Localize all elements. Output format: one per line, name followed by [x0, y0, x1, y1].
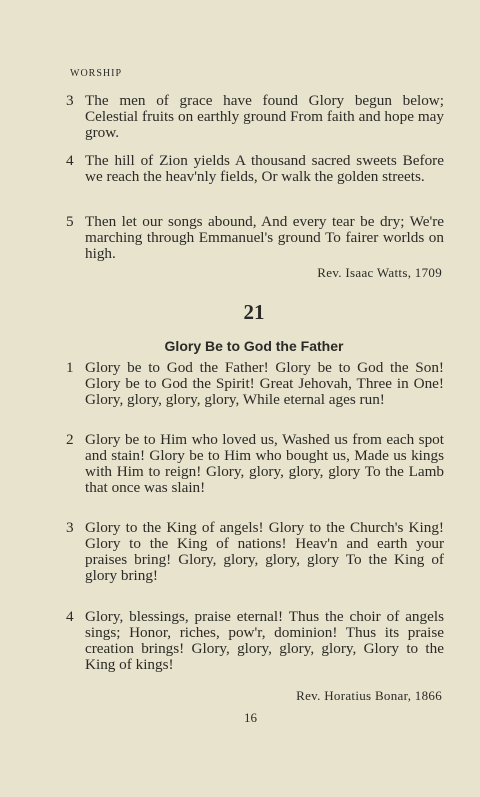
stanza-number: 3	[66, 92, 74, 109]
stanza-text: The hill of Zion yields A thousand sacred sweets Before we reach the heav'nly fields, Or walk the golden streets.	[85, 152, 444, 185]
stanza-text: Then let our songs abound, And every tear be dry; We're marching through Emmanuel's ground To fairer worlds on high.	[85, 213, 444, 262]
prev-stanza-3	[66, 93, 444, 141]
prev-stanza-4	[66, 153, 444, 185]
prev-hymn-attribution: Rev. Isaac Watts, 1709	[317, 265, 442, 280]
stanza-text: Glory be to God the Father! Glory be to God the Son! Glory be to God the Spirit! Great Jehovah, Three in One! Glory, glory, glory, glory, While eternal ages run!	[85, 359, 444, 408]
stanza-number: 5	[66, 213, 74, 230]
page-number: 16	[244, 710, 257, 725]
stanza-text: Glory be to Him who loved us, Washed us from each spot and stain! Glory be to Him who bought us, Made us kings with Him to reign! Glory, glory, glory, glory To the Lamb that once was slain!	[85, 431, 444, 496]
hymn-attribution: Rev. Horatius Bonar, 1866	[296, 688, 442, 703]
stanza-4	[66, 609, 444, 673]
stanza-text: Glory to the King of angels! Glory to the Church's King! Glory to the King of nations! Heav'n and earth your praises bring! Glory, glory, glory, glory To the King of glory bring!	[85, 519, 444, 584]
hymn-title: Glory Be to God the Father	[164, 338, 344, 354]
prev-stanza-5	[66, 214, 444, 262]
running-head: WORSHIP	[70, 68, 123, 79]
hymn-number: 21	[243, 300, 265, 324]
stanza-2	[66, 432, 444, 496]
stanza-number: 4	[66, 152, 74, 169]
stanza-number: 1	[66, 359, 74, 376]
stanza-3	[66, 520, 444, 584]
stanza-text: Glory, blessings, praise eternal! Thus the choir of angels sings; Honor, riches, pow'r, dominion! Thus its praise creation brings! Glory, glory, glory, glory, Glory to the King of kings!	[85, 608, 444, 673]
stanza-text: The men of grace have found Glory begun below; Celestial fruits on earthly ground From faith and hope may grow.	[85, 92, 444, 141]
stanza-number: 3	[66, 519, 74, 536]
stanza-number: 4	[66, 608, 74, 625]
stanza-1	[66, 360, 444, 408]
stanza-number: 2	[66, 431, 74, 448]
